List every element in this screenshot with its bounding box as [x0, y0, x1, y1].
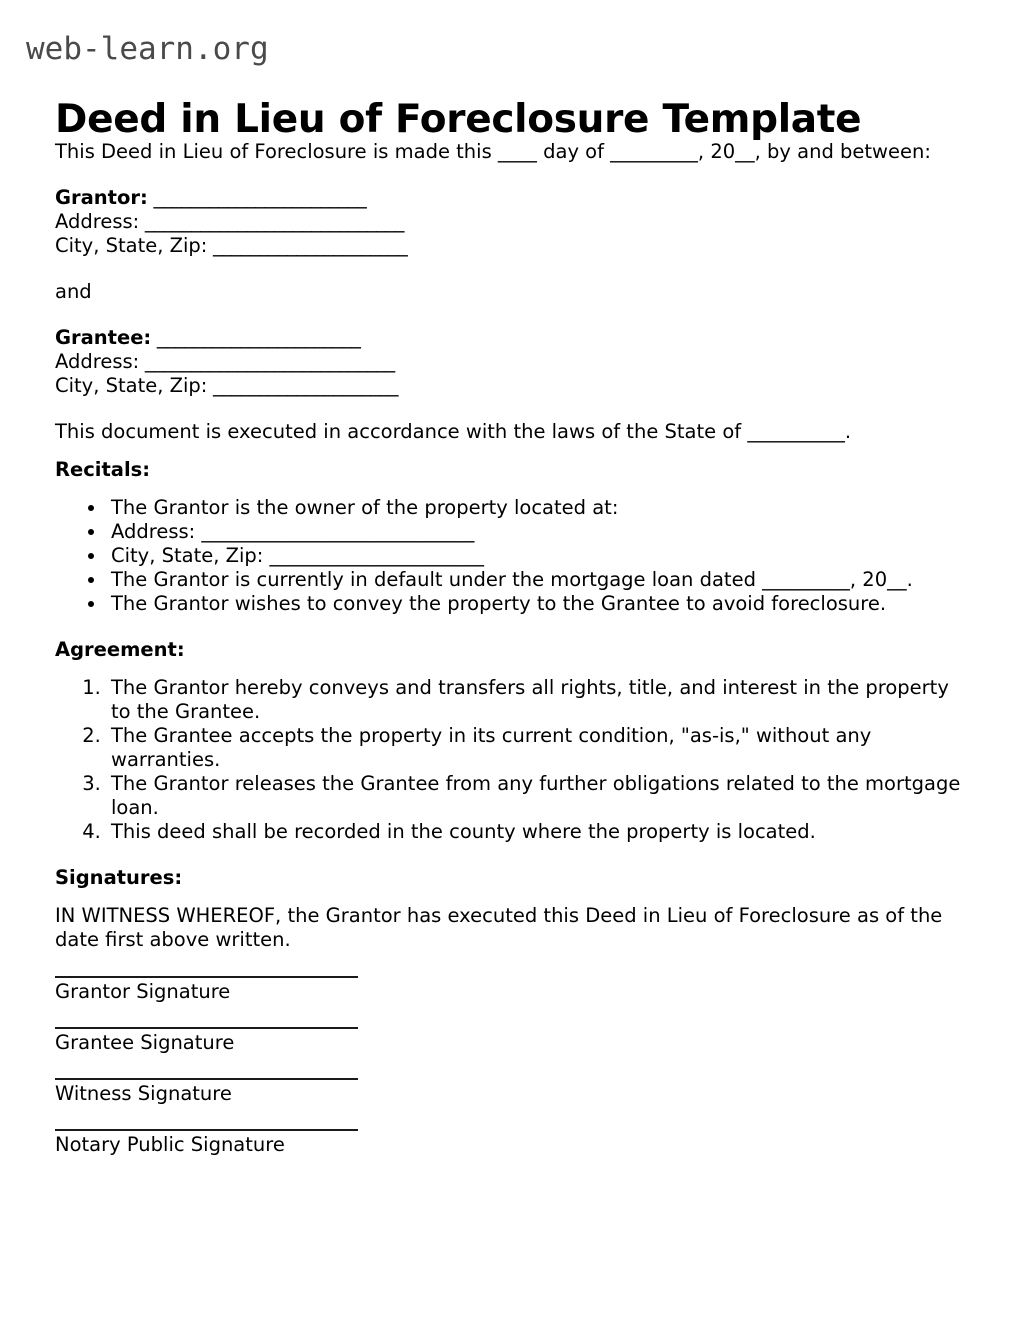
conjunction-and: and: [55, 280, 92, 303]
grantor-address-label: Address:: [55, 210, 140, 233]
grantor-name-blank[interactable]: _______________________: [147, 186, 367, 209]
signature-entry-grantee: [55, 1027, 970, 1055]
signature-block: [55, 976, 970, 1157]
grantor-city-line: [55, 234, 970, 258]
page-title: Deed in Lieu of Foreclosure Template: [55, 97, 862, 143]
list-item: • The Grantor is the owner of the property located at:: [107, 496, 970, 520]
grantee-city-blank[interactable]: ____________________: [207, 374, 399, 397]
signatures-heading: Signatures:: [55, 866, 183, 889]
recitals-heading: Recitals:: [55, 458, 151, 481]
signature-caption: Witness Signature: [55, 1082, 232, 1105]
list-item: • Address: ____________________________: [107, 520, 970, 544]
signature-rule[interactable]: [55, 1129, 358, 1131]
grantee-block: [55, 326, 970, 398]
grantee-address-line: [55, 350, 970, 374]
list-item: • The Grantor wishes to convey the property to the Grantee to avoid foreclosure.: [107, 592, 970, 616]
document-body: [55, 140, 970, 1180]
signature-entry-grantor: [55, 976, 970, 1004]
list-item: 2. The Grantee accepts the property in its current condition, "as-is," without any warranties.: [107, 724, 970, 772]
grantor-city-label: City, State, Zip:: [55, 234, 208, 257]
recitals-list: [55, 496, 970, 616]
signature-rule[interactable]: [55, 976, 358, 978]
list-item: 4. This deed shall be recorded in the county where the property is located.: [107, 820, 970, 844]
grantee-name-line: [55, 326, 970, 350]
grantee-name-blank[interactable]: ______________________: [151, 326, 361, 349]
grantee-city-label: City, State, Zip:: [55, 374, 208, 397]
grantor-name-line: [55, 186, 970, 210]
grantee-city-line: [55, 374, 970, 398]
signature-caption: Grantee Signature: [55, 1031, 235, 1054]
grantor-block: [55, 186, 970, 258]
grantor-address-line: [55, 210, 970, 234]
signature-rule[interactable]: [55, 1027, 358, 1029]
grantee-address-blank[interactable]: ___________________________: [139, 350, 395, 373]
governing-law-paragraph: This document is executed in accordance with the laws of the State of __________.: [55, 420, 852, 443]
grantee-address-label: Address:: [55, 350, 140, 373]
list-item: 3. The Grantor releases the Grantee from any further obligations related to the mortgage loan.: [107, 772, 970, 820]
grantor-address-blank[interactable]: ____________________________: [139, 210, 404, 233]
signature-entry-notary: [55, 1129, 970, 1157]
site-brand-watermark: web-learn.org: [26, 31, 269, 67]
signature-rule[interactable]: [55, 1078, 358, 1080]
agreement-heading: Agreement:: [55, 638, 185, 661]
agreement-list: [55, 676, 970, 844]
signature-entry-witness: [55, 1078, 970, 1106]
witness-clause-paragraph: IN WITNESS WHEREOF, the Grantor has executed this Deed in Lieu of Foreclosure as of the date first above written.: [55, 904, 943, 951]
signature-caption: Notary Public Signature: [55, 1133, 285, 1156]
intro-paragraph: This Deed in Lieu of Foreclosure is made this ____ day of _________, 20__, by and between:: [55, 140, 931, 163]
signature-caption: Grantor Signature: [55, 980, 231, 1003]
grantor-city-blank[interactable]: _____________________: [207, 234, 408, 257]
list-item: • The Grantor is currently in default under the mortgage loan dated _________, 20__.: [107, 568, 970, 592]
list-item: 1. The Grantor hereby conveys and transfers all rights, title, and interest in the property to the Grantee.: [107, 676, 970, 724]
grantee-label: Grantee:: [55, 326, 152, 349]
grantor-label: Grantor:: [55, 186, 148, 209]
list-item: • City, State, Zip: ______________________: [107, 544, 970, 568]
